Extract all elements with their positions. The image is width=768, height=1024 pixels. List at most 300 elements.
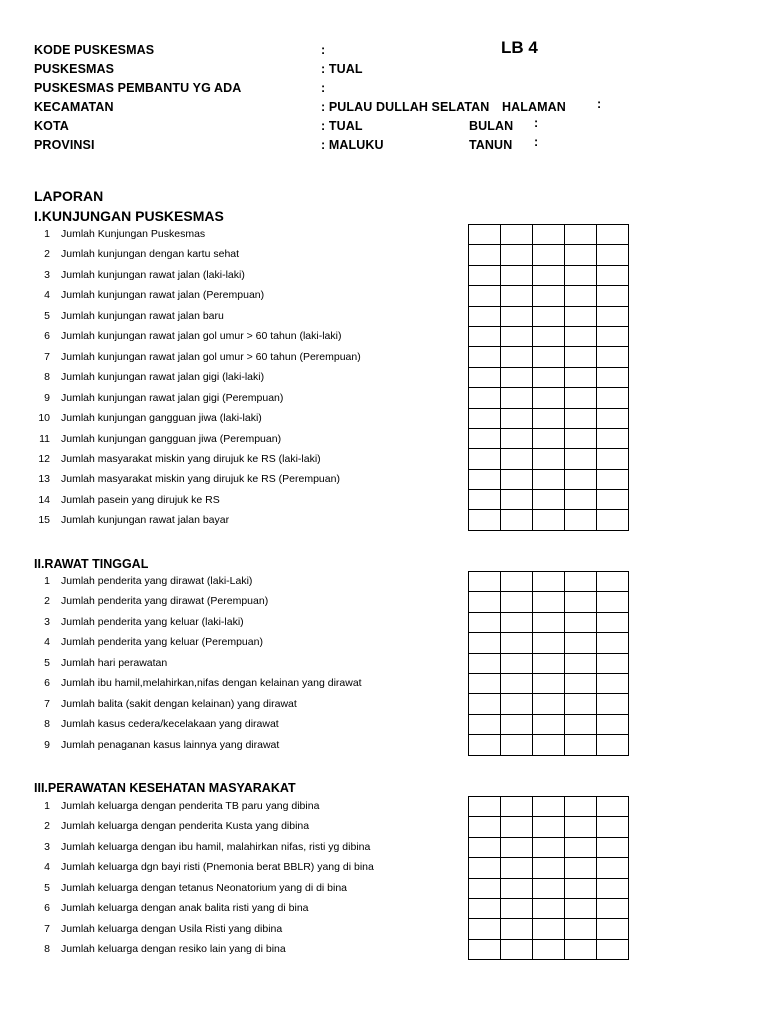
list-item bbox=[0, 330, 460, 350]
entry-cell[interactable] bbox=[469, 469, 501, 489]
entry-cell[interactable] bbox=[565, 694, 597, 714]
entry-cell[interactable] bbox=[501, 388, 533, 408]
grid-row bbox=[469, 306, 629, 326]
entry-cell[interactable] bbox=[597, 592, 629, 612]
form-code: LB 4 bbox=[501, 38, 538, 57]
item-label: Jumlah penderita yang dirawat (laki-Laki) bbox=[61, 575, 253, 587]
entry-cell[interactable] bbox=[469, 817, 501, 837]
entry-cell[interactable] bbox=[533, 633, 565, 653]
item-number: 3 bbox=[44, 840, 50, 853]
bulan-colon: : bbox=[534, 116, 539, 130]
entry-cell[interactable] bbox=[597, 449, 629, 469]
entry-cell[interactable] bbox=[597, 797, 629, 817]
item-label: Jumlah keluarga dengan penderita Kusta yang dibina bbox=[61, 820, 310, 833]
grid-row bbox=[469, 633, 629, 653]
halaman-colon: : bbox=[597, 97, 602, 111]
entry-cell[interactable] bbox=[501, 326, 533, 346]
entry-cell[interactable] bbox=[469, 347, 501, 367]
entry-cell[interactable] bbox=[501, 449, 533, 469]
list-item bbox=[0, 841, 460, 861]
entry-cell[interactable] bbox=[501, 347, 533, 367]
entry-cell[interactable] bbox=[501, 245, 533, 265]
grid-row bbox=[469, 225, 629, 245]
entry-cell[interactable] bbox=[565, 449, 597, 469]
section-title-rawat-tinggal: II.RAWAT TINGGAL bbox=[34, 557, 149, 571]
item-number: 3 bbox=[44, 268, 50, 281]
entry-cell[interactable] bbox=[597, 633, 629, 653]
item-number: 9 bbox=[44, 738, 50, 751]
grid-row bbox=[469, 469, 629, 489]
halaman-label: HALAMAN bbox=[502, 100, 566, 114]
item-label: Jumlah pasein yang dirujuk ke RS bbox=[61, 493, 220, 506]
entry-cell[interactable] bbox=[565, 225, 597, 245]
entry-cell[interactable] bbox=[533, 817, 565, 837]
grid-row bbox=[469, 326, 629, 346]
item-number: 8 bbox=[44, 371, 50, 384]
entry-cell[interactable] bbox=[501, 469, 533, 489]
list-item bbox=[0, 514, 460, 534]
entry-cell[interactable] bbox=[597, 735, 629, 755]
list-item bbox=[0, 636, 460, 656]
entry-cell[interactable] bbox=[533, 367, 565, 387]
field-value-kota: : TUAL bbox=[321, 119, 363, 133]
grid-row bbox=[469, 653, 629, 673]
entry-cell[interactable] bbox=[501, 797, 533, 817]
entry-cell[interactable] bbox=[597, 265, 629, 285]
item-label: Jumlah kunjungan rawat jalan (laki-laki) bbox=[61, 268, 245, 281]
entry-cell[interactable] bbox=[501, 837, 533, 857]
item-number: 7 bbox=[44, 697, 50, 710]
entry-cell[interactable] bbox=[565, 939, 597, 959]
entry-cell[interactable] bbox=[469, 306, 501, 326]
entry-cell[interactable] bbox=[597, 286, 629, 306]
item-number: 15 bbox=[38, 514, 50, 527]
entry-cell[interactable] bbox=[501, 735, 533, 755]
field-value-kode-puskesmas: : bbox=[321, 43, 326, 57]
list-item bbox=[0, 677, 460, 697]
entry-cell[interactable] bbox=[565, 858, 597, 878]
list-item bbox=[0, 473, 460, 493]
grid-row bbox=[469, 673, 629, 693]
field-value-provinsi: : MALUKU bbox=[321, 138, 384, 152]
item-label: Jumlah kunjungan rawat jalan gol umur > 60 tahun (Perempuan) bbox=[61, 350, 361, 363]
grid-row bbox=[469, 245, 629, 265]
item-label: Jumlah hari perawatan bbox=[61, 656, 168, 669]
entry-cell[interactable] bbox=[501, 673, 533, 693]
entry-cell[interactable] bbox=[501, 612, 533, 632]
entry-cell[interactable] bbox=[597, 388, 629, 408]
entry-cell[interactable] bbox=[597, 572, 629, 592]
entry-cell[interactable] bbox=[597, 919, 629, 939]
list-item bbox=[0, 698, 460, 718]
item-number: 6 bbox=[44, 677, 50, 690]
entry-cell[interactable] bbox=[469, 858, 501, 878]
grid-row bbox=[469, 837, 629, 857]
entry-cell[interactable] bbox=[533, 694, 565, 714]
entry-cell[interactable] bbox=[565, 510, 597, 530]
entry-cell[interactable] bbox=[533, 878, 565, 898]
tanun-colon: : bbox=[534, 135, 539, 149]
entry-cell[interactable] bbox=[533, 735, 565, 755]
entry-cell[interactable] bbox=[597, 225, 629, 245]
entry-cell[interactable] bbox=[597, 306, 629, 326]
entry-cell[interactable] bbox=[501, 572, 533, 592]
entry-cell[interactable] bbox=[501, 714, 533, 734]
grid-row bbox=[469, 714, 629, 734]
entry-cell[interactable] bbox=[565, 919, 597, 939]
item-number: 4 bbox=[44, 861, 50, 874]
entry-cell[interactable] bbox=[469, 633, 501, 653]
field-value-pustu: : bbox=[321, 81, 326, 95]
entry-cell[interactable] bbox=[533, 449, 565, 469]
entry-cell[interactable] bbox=[469, 286, 501, 306]
entry-cell[interactable] bbox=[565, 286, 597, 306]
entry-cell[interactable] bbox=[533, 592, 565, 612]
entry-cell[interactable] bbox=[565, 714, 597, 734]
entry-cell[interactable] bbox=[533, 673, 565, 693]
field-label-provinsi: PROVINSI bbox=[34, 138, 95, 152]
list-item bbox=[0, 392, 460, 412]
entry-cell[interactable] bbox=[501, 694, 533, 714]
entry-cell[interactable] bbox=[597, 653, 629, 673]
entry-cell[interactable] bbox=[565, 428, 597, 448]
item-number: 6 bbox=[44, 330, 50, 343]
entry-cell[interactable] bbox=[469, 367, 501, 387]
item-label: Jumlah kasus cedera/kecelakaan yang dirawat bbox=[61, 718, 279, 731]
item-label: Jumlah kunjungan rawat jalan baru bbox=[61, 309, 224, 322]
list-item bbox=[0, 943, 460, 963]
item-number: 4 bbox=[44, 636, 50, 649]
tanun-label: TANUN bbox=[469, 138, 513, 152]
item-label: Jumlah penaganan kasus lainnya yang dirawat bbox=[61, 738, 280, 751]
entry-cell[interactable] bbox=[597, 714, 629, 734]
entry-cell[interactable] bbox=[597, 469, 629, 489]
entry-cell[interactable] bbox=[565, 653, 597, 673]
item-label: Jumlah keluarga dengan ibu hamil, malahirkan nifas, risti yg dibina bbox=[61, 840, 371, 853]
entry-grid-rawat-tinggal bbox=[468, 571, 629, 756]
entry-cell[interactable] bbox=[501, 919, 533, 939]
grid-row bbox=[469, 858, 629, 878]
section-title-perawatan: III.PERAWATAN KESEHATAN MASYARAKAT bbox=[34, 781, 296, 795]
entry-cell[interactable] bbox=[565, 469, 597, 489]
item-number: 7 bbox=[44, 350, 50, 363]
entry-cell[interactable] bbox=[533, 653, 565, 673]
entry-cell[interactable] bbox=[533, 225, 565, 245]
entry-cell[interactable] bbox=[469, 919, 501, 939]
entry-cell[interactable] bbox=[597, 367, 629, 387]
entry-cell[interactable] bbox=[565, 797, 597, 817]
entry-cell[interactable] bbox=[565, 612, 597, 632]
item-label: Jumlah kunjungan gangguan jiwa (laki-laki) bbox=[61, 412, 262, 425]
list-item bbox=[0, 412, 460, 432]
item-number: 2 bbox=[44, 595, 50, 608]
entry-cell[interactable] bbox=[469, 673, 501, 693]
entry-cell[interactable] bbox=[533, 245, 565, 265]
item-number: 5 bbox=[44, 309, 50, 322]
list-item bbox=[0, 800, 460, 820]
entry-cell[interactable] bbox=[533, 347, 565, 367]
entry-cell[interactable] bbox=[533, 837, 565, 857]
entry-cell[interactable] bbox=[597, 898, 629, 918]
entry-cell[interactable] bbox=[469, 388, 501, 408]
field-value-kecamatan: : PULAU DULLAH SELATAN bbox=[321, 100, 490, 114]
entry-cell[interactable] bbox=[501, 490, 533, 510]
item-number: 1 bbox=[44, 575, 50, 587]
entry-cell[interactable] bbox=[469, 572, 501, 592]
entry-cell[interactable] bbox=[469, 326, 501, 346]
entry-cell[interactable] bbox=[469, 245, 501, 265]
item-label: Jumlah Kunjungan Puskesmas bbox=[61, 228, 206, 240]
entry-cell[interactable] bbox=[469, 735, 501, 755]
list-item bbox=[0, 595, 460, 615]
entry-cell[interactable] bbox=[501, 510, 533, 530]
entry-cell[interactable] bbox=[533, 714, 565, 734]
entry-cell[interactable] bbox=[501, 408, 533, 428]
entry-cell[interactable] bbox=[533, 428, 565, 448]
item-label: Jumlah balita (sakit dengan kelainan) yang dirawat bbox=[61, 697, 297, 710]
entry-cell[interactable] bbox=[597, 858, 629, 878]
entry-cell[interactable] bbox=[597, 612, 629, 632]
list-item bbox=[0, 902, 460, 922]
entry-cell[interactable] bbox=[501, 633, 533, 653]
grid-row bbox=[469, 735, 629, 755]
grid-row bbox=[469, 388, 629, 408]
item-number: 8 bbox=[44, 943, 50, 956]
entry-cell[interactable] bbox=[565, 878, 597, 898]
item-number: 3 bbox=[44, 615, 50, 628]
entry-cell[interactable] bbox=[501, 592, 533, 612]
entry-cell[interactable] bbox=[469, 265, 501, 285]
list-item bbox=[0, 739, 460, 759]
item-number: 8 bbox=[44, 718, 50, 731]
item-label: Jumlah keluarga dengan anak balita risti yang di bina bbox=[61, 902, 309, 915]
item-label: Jumlah kunjungan rawat jalan gol umur > 60 tahun (laki-laki) bbox=[61, 330, 342, 343]
entry-cell[interactable] bbox=[469, 408, 501, 428]
entry-cell[interactable] bbox=[565, 572, 597, 592]
field-value-puskesmas: : TUAL bbox=[321, 62, 363, 76]
item-label: Jumlah penderita yang keluar (laki-laki) bbox=[61, 615, 244, 628]
item-label: Jumlah keluarga dengan resiko lain yang di bina bbox=[61, 943, 286, 956]
grid-row bbox=[469, 612, 629, 632]
list-item bbox=[0, 575, 460, 595]
entry-cell[interactable] bbox=[565, 633, 597, 653]
entry-cell[interactable] bbox=[469, 898, 501, 918]
entry-cell[interactable] bbox=[565, 326, 597, 346]
item-number: 4 bbox=[44, 289, 50, 302]
entry-cell[interactable] bbox=[469, 449, 501, 469]
entry-cell[interactable] bbox=[469, 714, 501, 734]
entry-cell[interactable] bbox=[533, 388, 565, 408]
list-item bbox=[0, 371, 460, 391]
entry-cell[interactable] bbox=[597, 673, 629, 693]
entry-cell[interactable] bbox=[597, 347, 629, 367]
item-number: 2 bbox=[44, 820, 50, 833]
entry-cell[interactable] bbox=[469, 490, 501, 510]
item-label: Jumlah keluarga dengan penderita TB paru yang dibina bbox=[61, 800, 320, 812]
section-title-kunjungan: I.KUNJUNGAN PUSKESMAS bbox=[34, 208, 224, 224]
grid-row bbox=[469, 919, 629, 939]
item-number: 1 bbox=[44, 228, 50, 240]
item-number: 10 bbox=[38, 412, 50, 425]
item-number: 12 bbox=[38, 452, 50, 465]
entry-cell[interactable] bbox=[501, 225, 533, 245]
list-item bbox=[0, 494, 460, 514]
entry-cell[interactable] bbox=[565, 592, 597, 612]
entry-cell[interactable] bbox=[565, 306, 597, 326]
entry-cell[interactable] bbox=[533, 326, 565, 346]
list-item bbox=[0, 269, 460, 289]
field-label-kecamatan: KECAMATAN bbox=[34, 100, 114, 114]
grid-row bbox=[469, 592, 629, 612]
item-number: 5 bbox=[44, 881, 50, 894]
entry-cell[interactable] bbox=[597, 408, 629, 428]
entry-cell[interactable] bbox=[469, 225, 501, 245]
entry-cell[interactable] bbox=[533, 408, 565, 428]
grid-row bbox=[469, 490, 629, 510]
list-item bbox=[0, 228, 460, 248]
grid-row bbox=[469, 347, 629, 367]
entry-cell[interactable] bbox=[597, 428, 629, 448]
entry-cell[interactable] bbox=[469, 797, 501, 817]
entry-cell[interactable] bbox=[469, 428, 501, 448]
entry-cell[interactable] bbox=[501, 265, 533, 285]
entry-cell[interactable] bbox=[597, 817, 629, 837]
report-title: LAPORAN bbox=[34, 188, 104, 204]
list-item bbox=[0, 820, 460, 840]
bulan-label: BULAN bbox=[469, 119, 514, 133]
entry-cell[interactable] bbox=[533, 306, 565, 326]
list-item bbox=[0, 718, 460, 738]
entry-cell[interactable] bbox=[565, 347, 597, 367]
entry-cell[interactable] bbox=[533, 939, 565, 959]
entry-cell[interactable] bbox=[501, 286, 533, 306]
grid-row bbox=[469, 408, 629, 428]
item-number: 1 bbox=[44, 800, 50, 812]
entry-cell[interactable] bbox=[565, 367, 597, 387]
list-item bbox=[0, 453, 460, 473]
grid-row bbox=[469, 898, 629, 918]
item-label: Jumlah ibu hamil,melahirkan,nifas dengan kelainan yang dirawat bbox=[61, 677, 362, 690]
item-label: Jumlah kunjungan rawat jalan gigi (laki-laki) bbox=[61, 371, 265, 384]
item-label: Jumlah masyarakat miskin yang dirujuk ke RS (laki-laki) bbox=[61, 452, 321, 465]
list-item bbox=[0, 351, 460, 371]
entry-cell[interactable] bbox=[597, 326, 629, 346]
list-item bbox=[0, 248, 460, 268]
entry-cell[interactable] bbox=[565, 673, 597, 693]
entry-cell[interactable] bbox=[501, 858, 533, 878]
item-number: 7 bbox=[44, 922, 50, 935]
entry-cell[interactable] bbox=[565, 245, 597, 265]
item-label: Jumlah penderita yang keluar (Perempuan) bbox=[61, 636, 263, 649]
grid-row bbox=[469, 286, 629, 306]
entry-cell[interactable] bbox=[597, 837, 629, 857]
entry-cell[interactable] bbox=[469, 592, 501, 612]
entry-cell[interactable] bbox=[469, 612, 501, 632]
entry-cell[interactable] bbox=[565, 898, 597, 918]
item-number: 14 bbox=[38, 493, 50, 506]
entry-cell[interactable] bbox=[501, 878, 533, 898]
entry-cell[interactable] bbox=[501, 939, 533, 959]
entry-cell[interactable] bbox=[533, 898, 565, 918]
grid-row bbox=[469, 939, 629, 959]
item-label: Jumlah kunjungan rawat jalan gigi (Perempuan) bbox=[61, 391, 284, 404]
entry-grid-perawatan bbox=[468, 796, 629, 960]
entry-grid-kunjungan bbox=[468, 224, 629, 531]
item-number: 9 bbox=[44, 391, 50, 404]
item-label: Jumlah kunjungan dengan kartu sehat bbox=[61, 248, 240, 261]
item-number: 5 bbox=[44, 656, 50, 669]
entry-cell[interactable] bbox=[469, 939, 501, 959]
field-label-kode-puskesmas: KODE PUSKESMAS bbox=[34, 43, 155, 57]
entry-cell[interactable] bbox=[501, 817, 533, 837]
item-number: 13 bbox=[38, 473, 50, 486]
entry-cell[interactable] bbox=[533, 490, 565, 510]
item-number: 11 bbox=[39, 432, 50, 445]
entry-cell[interactable] bbox=[597, 939, 629, 959]
grid-row bbox=[469, 572, 629, 592]
grid-row bbox=[469, 510, 629, 530]
grid-row bbox=[469, 878, 629, 898]
entry-cell[interactable] bbox=[565, 388, 597, 408]
entry-cell[interactable] bbox=[533, 797, 565, 817]
list-item bbox=[0, 310, 460, 330]
entry-cell[interactable] bbox=[533, 469, 565, 489]
grid-row bbox=[469, 428, 629, 448]
entry-cell[interactable] bbox=[469, 837, 501, 857]
entry-cell[interactable] bbox=[501, 898, 533, 918]
entry-cell[interactable] bbox=[533, 612, 565, 632]
grid-row bbox=[469, 694, 629, 714]
entry-cell[interactable] bbox=[469, 510, 501, 530]
item-label: Jumlah kunjungan gangguan jiwa (Perempuan) bbox=[61, 432, 282, 445]
entry-cell[interactable] bbox=[565, 265, 597, 285]
entry-cell[interactable] bbox=[533, 286, 565, 306]
entry-cell[interactable] bbox=[565, 408, 597, 428]
list-item bbox=[0, 657, 460, 677]
entry-cell[interactable] bbox=[533, 510, 565, 530]
entry-cell[interactable] bbox=[597, 694, 629, 714]
entry-cell[interactable] bbox=[533, 858, 565, 878]
list-item bbox=[0, 923, 460, 943]
entry-cell[interactable] bbox=[565, 490, 597, 510]
list-item bbox=[0, 861, 460, 881]
entry-cell[interactable] bbox=[501, 653, 533, 673]
entry-cell[interactable] bbox=[469, 653, 501, 673]
entry-cell[interactable] bbox=[597, 510, 629, 530]
entry-cell[interactable] bbox=[565, 817, 597, 837]
entry-cell[interactable] bbox=[501, 367, 533, 387]
list-item bbox=[0, 433, 460, 453]
entry-cell[interactable] bbox=[533, 572, 565, 592]
entry-cell[interactable] bbox=[597, 245, 629, 265]
entry-cell[interactable] bbox=[597, 490, 629, 510]
field-label-kota: KOTA bbox=[34, 119, 69, 133]
grid-row bbox=[469, 265, 629, 285]
entry-cell[interactable] bbox=[597, 878, 629, 898]
entry-cell[interactable] bbox=[469, 878, 501, 898]
entry-cell[interactable] bbox=[501, 306, 533, 326]
entry-cell[interactable] bbox=[533, 265, 565, 285]
list-item bbox=[0, 882, 460, 902]
item-number: 2 bbox=[44, 248, 50, 261]
entry-cell[interactable] bbox=[501, 428, 533, 448]
entry-cell[interactable] bbox=[565, 735, 597, 755]
entry-cell[interactable] bbox=[565, 837, 597, 857]
item-label: Jumlah keluarga dgn bayi risti (Pnemonia berat BBLR) yang di bina bbox=[61, 861, 374, 874]
item-label: Jumlah masyarakat miskin yang dirujuk ke RS (Perempuan) bbox=[61, 473, 340, 486]
entry-cell[interactable] bbox=[533, 919, 565, 939]
entry-cell[interactable] bbox=[469, 694, 501, 714]
